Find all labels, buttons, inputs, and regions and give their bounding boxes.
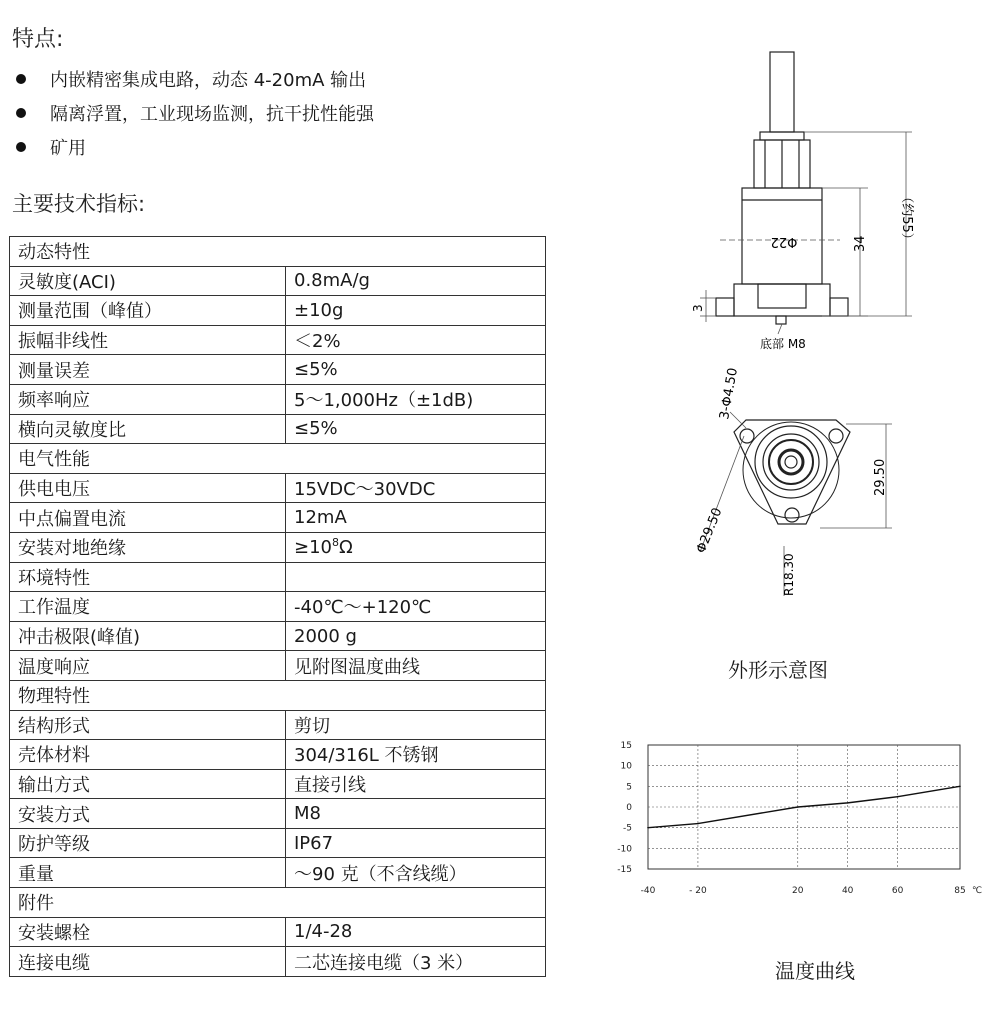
empty-cell [286, 562, 546, 592]
param-value: M8 [286, 799, 546, 829]
y-tick-label: -10 [617, 844, 632, 855]
data-point [647, 827, 649, 829]
table-row [10, 651, 546, 681]
param-value: 304/316L 不锈钢 [286, 740, 546, 770]
dim-total: （约55） [899, 190, 914, 246]
param-name: 壳体材料 [10, 740, 286, 770]
bullet-icon [16, 108, 26, 118]
param-value: IP67 [286, 828, 546, 858]
table-row [10, 621, 546, 651]
param-name: 测量范围（峰值） [10, 296, 286, 326]
table-row [10, 947, 546, 977]
table-row [10, 414, 546, 444]
spec-table [9, 236, 546, 977]
feature-item [14, 130, 374, 164]
data-point [959, 786, 961, 788]
x-tick-label: 40 [841, 886, 854, 896]
bullet-icon [16, 142, 26, 152]
param-value: 见附图温度曲线 [286, 651, 546, 681]
section-title: 环境特性 [10, 562, 286, 592]
dim-base: 3 [691, 304, 705, 312]
param-value: ≤5% [286, 414, 546, 444]
param-name: 连接电缆 [10, 947, 286, 977]
table-row [10, 473, 546, 503]
param-value: ～90 克（不含线缆） [286, 858, 546, 888]
param-value: 5～1,000Hz（±1dB) [286, 384, 546, 414]
value-exponent: 8 [332, 536, 339, 550]
drawing-caption: 外形示意图 [728, 658, 828, 682]
dim-side: 29.50 [873, 458, 888, 496]
y-tick-label: 0 [626, 803, 632, 813]
table-row [10, 266, 546, 296]
outline-drawing [650, 40, 930, 605]
param-name: 横向灵敏度比 [10, 414, 286, 444]
data-point [847, 802, 849, 804]
x-tick-label: -40 [640, 886, 656, 896]
param-value: -40℃～+120℃ [286, 592, 546, 622]
bullet-icon [16, 74, 26, 84]
dim-circle: Φ29.50 [693, 505, 726, 556]
table-row [10, 532, 546, 562]
dim-diameter: Φ22 [770, 234, 798, 249]
section-row [10, 444, 546, 474]
feature-text: 矿用 [50, 138, 86, 159]
dim-height: 34 [853, 235, 868, 252]
param-name: 防护等级 [10, 828, 286, 858]
chart-caption: 温度曲线 [775, 959, 855, 983]
data-point [797, 806, 799, 808]
x-tick-label: - 20 [689, 886, 707, 896]
table-row [10, 592, 546, 622]
param-name: 频率响应 [10, 384, 286, 414]
param-name: 安装方式 [10, 799, 286, 829]
x-tick-label: 85 [954, 886, 966, 896]
table-row [10, 769, 546, 799]
param-value: 1/4-28 [286, 917, 546, 947]
param-name: 测量误差 [10, 355, 286, 385]
y-tick-label: 15 [620, 741, 632, 751]
param-value: 12mA [286, 503, 546, 533]
param-name: 工作温度 [10, 592, 286, 622]
table-row [10, 799, 546, 829]
table-row [10, 828, 546, 858]
dim-holes: 3-Φ4.50 [717, 366, 741, 421]
param-name: 中点偏置电流 [10, 503, 286, 533]
value-unit: Ω [339, 537, 353, 559]
y-tick-label: 10 [620, 761, 632, 772]
param-name: 供电电压 [10, 473, 286, 503]
y-tick-label: -5 [623, 823, 632, 834]
section-title: 电气性能 [10, 444, 546, 474]
table-row [10, 858, 546, 888]
y-tick-label: -15 [617, 865, 632, 875]
feature-text: 内嵌精密集成电路，动态 4-20mA 输出 [50, 70, 367, 91]
table-row [10, 325, 546, 355]
section-title: 动态特性 [10, 237, 546, 267]
temperature-chart [610, 735, 983, 900]
y-tick-label: 5 [626, 782, 632, 793]
param-value: 剪切 [286, 710, 546, 740]
feature-item [14, 62, 374, 96]
x-tick-label: 20 [792, 886, 804, 896]
section-title: 物理特性 [10, 680, 546, 710]
param-name: 灵敏度(ACI) [10, 266, 286, 296]
param-name: 振幅非线性 [10, 325, 286, 355]
param-name: 冲击极限(峰值) [10, 621, 286, 651]
param-value: 直接引线 [286, 769, 546, 799]
param-name: 结构形式 [10, 710, 286, 740]
dim-radius: R18.30 [782, 553, 796, 596]
param-value: 15VDC～30VDC [286, 473, 546, 503]
table-row [10, 710, 546, 740]
data-point [697, 823, 699, 825]
section-row [10, 888, 546, 918]
value-base: ≥10 [294, 537, 332, 559]
table-row [10, 503, 546, 533]
param-value: ±10g [286, 296, 546, 326]
param-value: 0.8mA/g [286, 266, 546, 296]
table-row [10, 917, 546, 947]
x-unit-label: ℃ [972, 886, 983, 896]
param-name: 安装对地绝缘 [10, 532, 286, 562]
param-name: 安装螺栓 [10, 917, 286, 947]
bottom-label: 底部 M8 [760, 337, 806, 351]
table-row [10, 296, 546, 326]
param-value: 二芯连接电缆（3 米） [286, 947, 546, 977]
section-row [10, 237, 546, 267]
table-row [10, 740, 546, 770]
param-value: ≤5% [286, 355, 546, 385]
feature-text: 隔离浮置，工业现场监测，抗干扰性能强 [50, 104, 374, 125]
x-tick-label: 60 [891, 886, 904, 896]
feature-list [14, 62, 374, 164]
param-name: 重量 [10, 858, 286, 888]
param-value [286, 532, 546, 562]
spec-title: 主要技术指标: [12, 192, 146, 216]
param-name: 输出方式 [10, 769, 286, 799]
table-row [10, 355, 546, 385]
table-row [10, 384, 546, 414]
section-row [10, 562, 546, 592]
param-value: 2000 g [286, 621, 546, 651]
section-title: 附件 [10, 888, 546, 918]
param-name: 温度响应 [10, 651, 286, 681]
data-point [897, 796, 899, 798]
feature-item [14, 96, 374, 130]
features-title: 特点: [12, 27, 64, 52]
section-row [10, 680, 546, 710]
param-value: ＜2% [286, 325, 546, 355]
